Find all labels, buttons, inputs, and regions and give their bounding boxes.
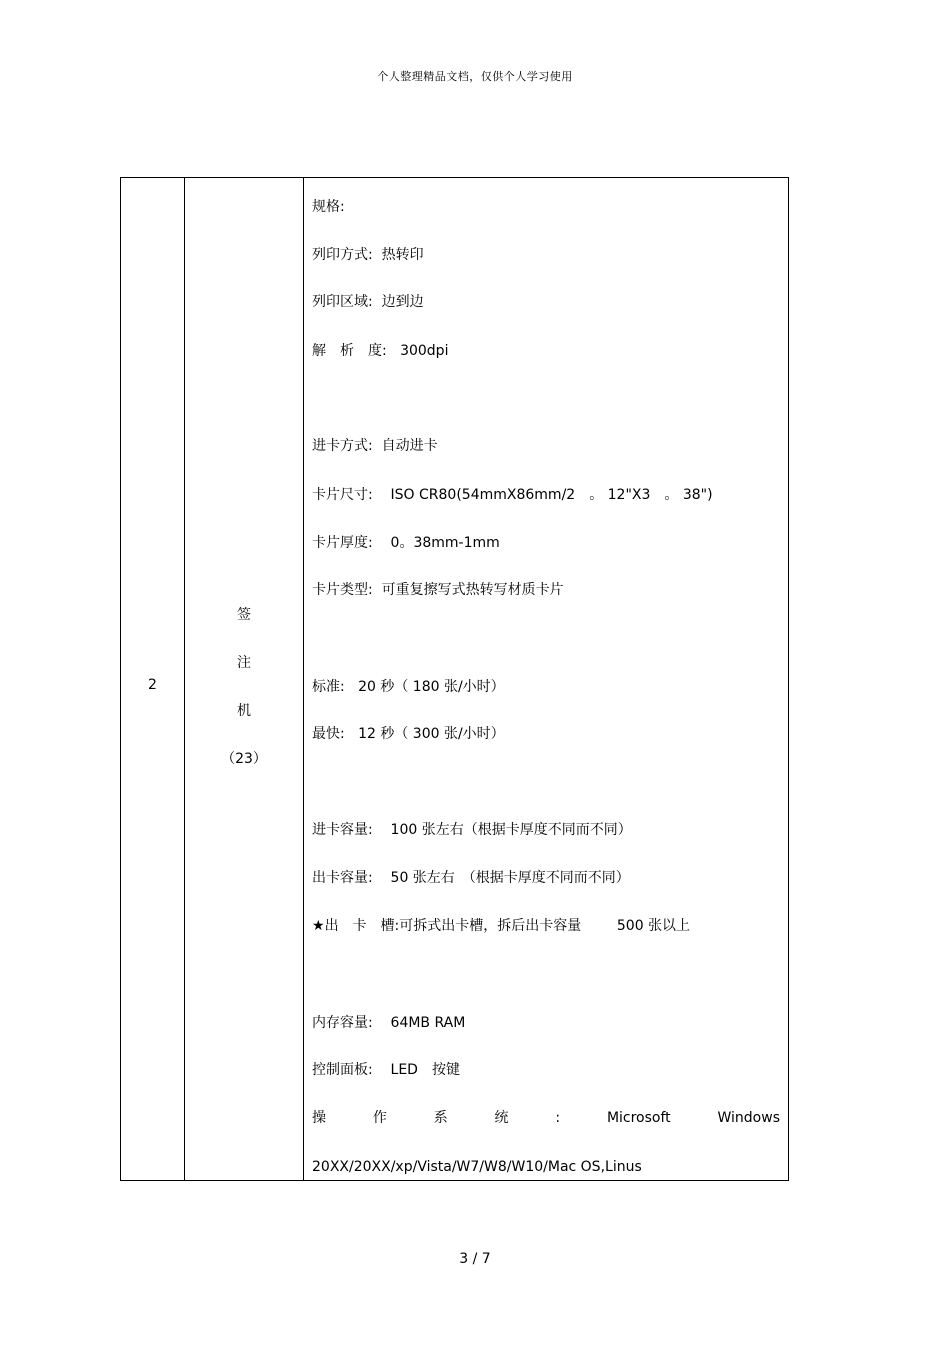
- spec-output-slot: [312, 916, 690, 936]
- spec-label: 解 析 度:: [312, 343, 387, 359]
- spec-label: 进卡方式:: [312, 438, 373, 454]
- spec-value: 300dpi: [400, 343, 449, 359]
- row-index-cell: 2: [148, 677, 157, 693]
- spec-os-part: :: [555, 1110, 561, 1126]
- spec-value: 12 秒（ 300 张/小时）: [358, 726, 505, 742]
- spec-value: 64MB RAM: [390, 1015, 466, 1031]
- spec-card-type: [312, 580, 564, 600]
- spec-output-capacity: [312, 868, 630, 888]
- spec-os-part: 系: [433, 1110, 448, 1126]
- item-name-char: 注: [237, 655, 251, 671]
- spec-value-extra: 500 张以上: [616, 918, 691, 934]
- spec-heading: 规格:: [312, 199, 345, 215]
- spec-value: 可拆式出卡槽，拆后出卡容量: [399, 918, 582, 934]
- spec-os: [312, 1108, 780, 1128]
- spec-os-part: Windows: [717, 1110, 780, 1126]
- spec-card-thickness: [312, 533, 500, 553]
- spec-value: 热转印: [381, 247, 424, 263]
- spec-label: 卡片尺寸:: [312, 487, 373, 503]
- spec-value: 0。38mm-1mm: [390, 535, 500, 551]
- spec-label: 标准:: [312, 679, 345, 695]
- item-quantity: （23）: [221, 751, 267, 767]
- spec-table: [120, 177, 789, 1181]
- spec-speed-standard: [312, 677, 505, 697]
- spec-control-panel: [312, 1060, 460, 1080]
- spec-print-method: [312, 245, 424, 265]
- spec-feed-method: [312, 436, 438, 456]
- item-name-char: 签: [237, 607, 251, 623]
- spec-input-capacity: [312, 820, 632, 840]
- spec-label: 列印区域:: [312, 294, 373, 310]
- spec-value: ISO CR80(54mmX86mm/2 。 12"X3 。 38"): [390, 487, 713, 503]
- spec-label: 出 卡 槽:: [324, 918, 400, 934]
- spec-label: 卡片厚度:: [312, 535, 373, 551]
- spec-value: 边到边: [381, 294, 424, 310]
- spec-resolution: [312, 341, 448, 361]
- spec-value: 自动进卡: [381, 438, 438, 454]
- spec-value: 20 秒（ 180 张/小时）: [358, 679, 505, 695]
- spec-os-part: 统: [494, 1110, 509, 1126]
- item-name-char: 机: [237, 703, 251, 719]
- spec-label: 控制面板:: [312, 1062, 373, 1078]
- spec-print-area: [312, 292, 424, 312]
- spec-label: 内存容量:: [312, 1015, 373, 1031]
- spec-value: 可重复擦写式热转写材质卡片: [381, 582, 564, 598]
- spec-memory: [312, 1013, 465, 1033]
- spec-label: 出卡容量:: [312, 870, 373, 886]
- spec-speed-fastest: [312, 724, 505, 744]
- spec-label: 进卡容量:: [312, 822, 373, 838]
- spec-label: 列印方式:: [312, 247, 373, 263]
- spec-os-part: 操: [312, 1110, 326, 1126]
- spec-value: 50 张左右 （根据卡厚度不同而不同）: [390, 870, 630, 886]
- star-icon: ★: [312, 918, 325, 934]
- page-number: 3 / 7: [459, 1251, 491, 1267]
- column-divider: [303, 178, 304, 1180]
- spec-label: 最快:: [312, 726, 345, 742]
- spec-value: 100 张左右（根据卡厚度不同而不同）: [390, 822, 632, 838]
- spec-card-size: [312, 485, 713, 505]
- spec-os-continuation: 20XX/20XX/xp/Vista/W7/W8/W10/Mac OS,Linus: [312, 1159, 642, 1175]
- spec-os-part: Microsoft: [606, 1110, 671, 1126]
- item-name-cell: [185, 605, 303, 797]
- spec-label: 卡片类型:: [312, 582, 373, 598]
- spec-os-part: 作: [372, 1110, 387, 1126]
- page-header: 个人整理精品文档，仅供个人学习使用: [377, 70, 573, 83]
- spec-value: LED 按键: [390, 1062, 460, 1078]
